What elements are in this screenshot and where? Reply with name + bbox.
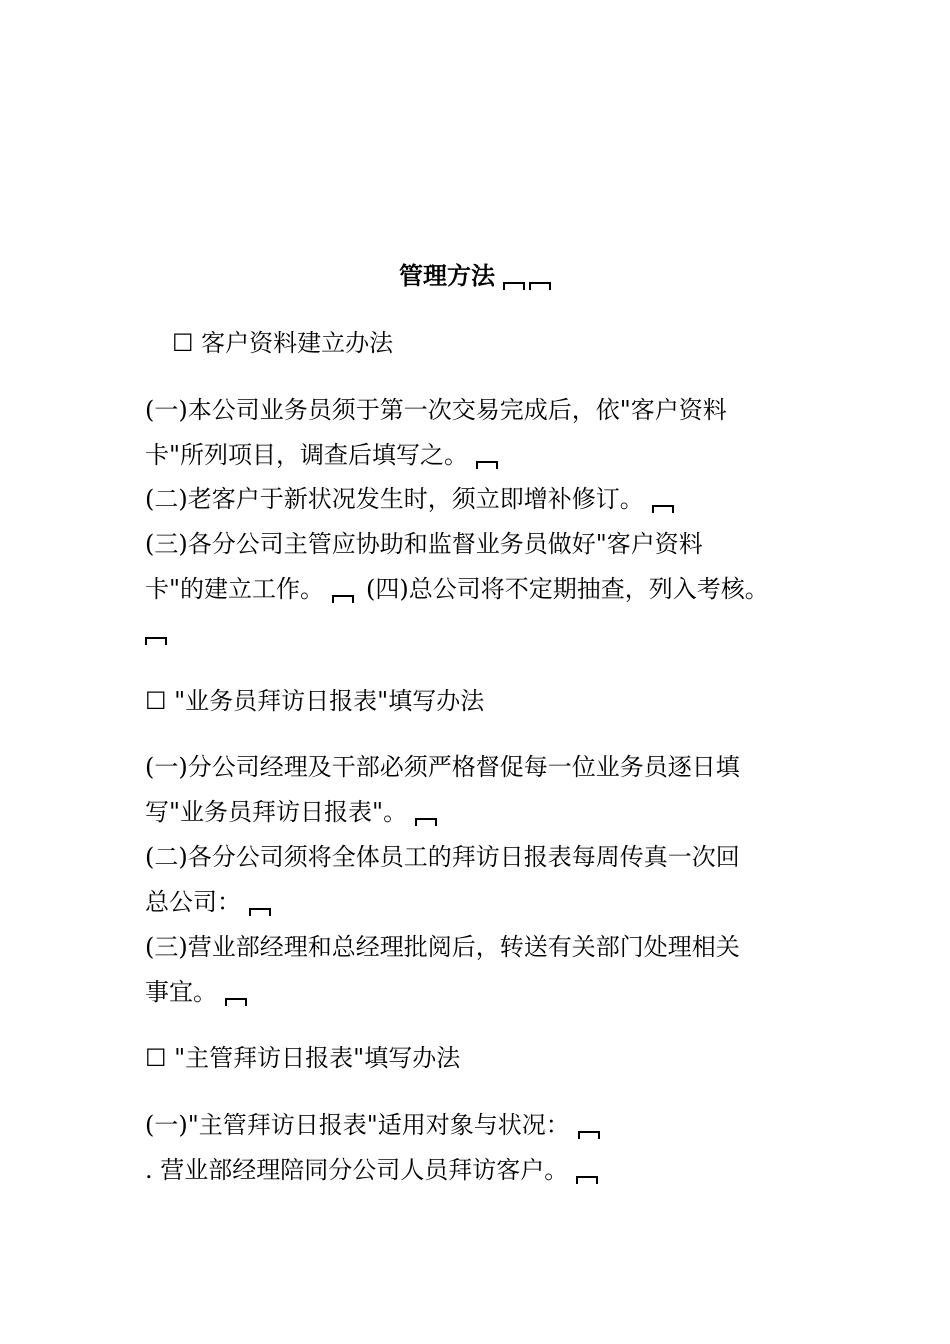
section-heading-salesperson-report: ☐ "业务员拜访日报表"填写办法	[145, 687, 485, 715]
text-line-content: (一)"主管拜访日报表"适用对象与状况：	[145, 1111, 570, 1139]
text-line-content: 事宜。	[145, 978, 217, 1006]
text-line-content: 总公司：	[145, 888, 241, 916]
section-heading-customer-records: ☐ 客户资料建立办法	[172, 329, 394, 357]
text-line-content: 卡"所列项目，调查后填写之。	[145, 441, 469, 469]
paragraph-mark-icon	[503, 282, 525, 290]
paragraph-mark-icon	[476, 461, 498, 469]
paragraph-mark-icon	[578, 1131, 600, 1139]
text-line: (一)本公司业务员须于第一次交易完成后，依"客户资料	[145, 396, 727, 424]
text-line-content: 写"业务员拜访日报表"。	[145, 798, 408, 826]
page-title	[0, 258, 950, 294]
text-line	[145, 795, 437, 829]
section-heading-manager-report: ☐ "主管拜访日报表"填写办法	[145, 1044, 461, 1072]
text-line-content: (二)老客户于新状况发生时，须立即增补修订。	[145, 485, 644, 513]
paragraph-mark-icon	[332, 595, 354, 603]
paragraph-mark-icon	[225, 998, 247, 1006]
text-line	[145, 482, 674, 516]
paragraph-mark-icon	[576, 1176, 598, 1184]
text-line-content: (四)总公司将不定期抽查，列入考核。	[366, 575, 769, 603]
text-line-content: . 营业部经理陪同分公司人员拜访客户。	[145, 1156, 569, 1184]
text-line	[145, 572, 769, 606]
text-line	[145, 1153, 598, 1187]
text-line: (三)各分公司主管应协助和监督业务员做好"客户资料	[145, 530, 703, 558]
text-line: (三)营业部经理和总经理批阅后，转送有关部门处理相关	[145, 933, 740, 961]
text-line: (二)各分公司须将全体员工的拜访日报表每周传真一次回	[145, 843, 740, 871]
text-line	[145, 975, 247, 1009]
text-line: (一)分公司经理及干部必须严格督促每一位业务员逐日填	[145, 753, 740, 781]
text-line-content: 卡"的建立工作。	[145, 575, 325, 603]
title-text: 管理方法	[399, 262, 495, 290]
paragraph-mark-icon	[249, 908, 271, 916]
paragraph-mark-icon	[415, 818, 437, 826]
text-line	[145, 885, 271, 919]
text-line	[145, 438, 498, 472]
text-line	[145, 1108, 600, 1142]
paragraph-mark-icon	[652, 505, 674, 513]
paragraph-mark-icon	[145, 637, 167, 645]
paragraph-mark-icon	[529, 282, 551, 290]
